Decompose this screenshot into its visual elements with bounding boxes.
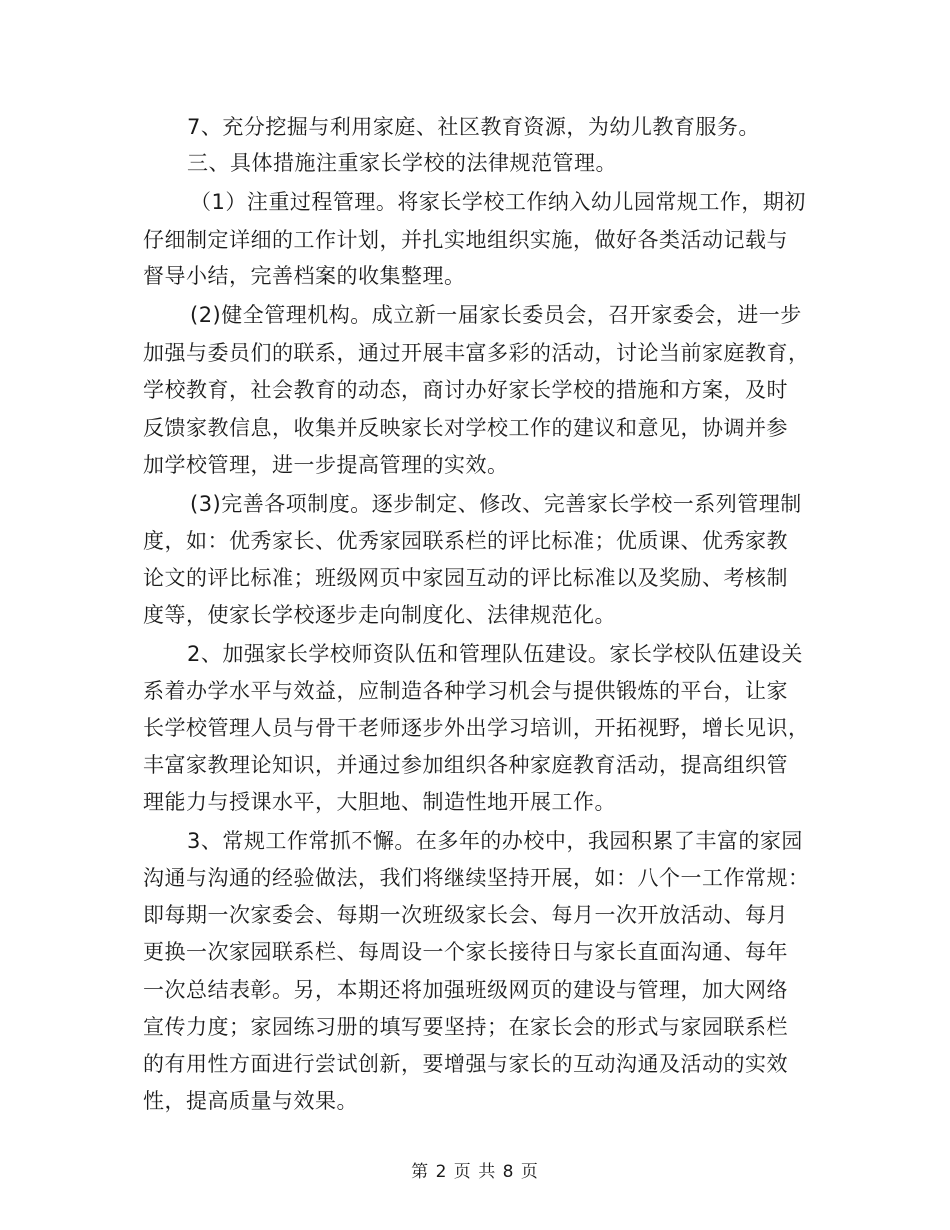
text-line: 学校教育，社会教育的动态，商讨办好家长学校的措施和方案，及时 [143, 378, 788, 402]
total-pages-number: 8 [502, 1162, 515, 1182]
text-line: 理能力与授课水平，大胆地、制造性地开展工作。 [143, 790, 616, 814]
text-line: 系着办学水平与效益，应制造各种学习机会与提供锻炼的平台，让家 [143, 679, 788, 703]
text-line: 更换一次家园联系栏、每周设一个家长接待日与家长直面沟通、每年 [143, 940, 788, 964]
text-line: 7、充分挖掘与利用家庭、社区教育资源，为幼儿教育服务。 [187, 115, 760, 139]
text-line: 丰富家教理论知识，并通过参加组织各种家庭教育活动，提高组织管 [143, 753, 788, 777]
footer-prefix: 第 [411, 1162, 430, 1182]
footer-middle: 页 共 [453, 1162, 497, 1182]
text-line: 2、加强家长学校师资队伍和管理队伍建设。家长学校队伍建设关 [187, 642, 803, 666]
text-line: 长学校管理人员与骨干老师逐步外出学习培训，开拓视野，增长见识， [143, 716, 810, 740]
section-heading: 三、具体措施注重家长学校的法律规范管理。 [187, 151, 617, 175]
text-line: 3、常规工作常抓不懈。在多年的办校中，我园积累了丰富的家园 [187, 829, 803, 853]
text-line: 性，提高质量与效果。 [143, 1089, 358, 1113]
text-line: 反馈家教信息，收集并反映家长对学校工作的建议和意见，协调并参 [143, 416, 788, 440]
text-line: （1）注重过程管理。将家长学校工作纳入幼儿园常规工作，期初 [190, 190, 806, 214]
text-line: 仔细制定详细的工作计划，并扎实地组织实施，做好各类活动记载与 [143, 228, 788, 252]
text-line: 加学校管理，进一步提高管理的实效。 [143, 453, 509, 477]
text-line: 加强与委员们的联系，通过开展丰富多彩的活动，讨论当前家庭教育， [143, 341, 810, 365]
text-line: 宣传力度；家园练习册的填写要坚持；在家长会的形式与家园联系栏 [143, 1015, 788, 1039]
current-page-number: 2 [435, 1162, 448, 1182]
text-line: 沟通与沟通的经验做法，我们将继续坚持开展，如：八个一工作常规： [143, 866, 810, 890]
text-line: (2)健全管理机构。成立新一届家长委员会，召开家委会，进一步 [190, 303, 802, 327]
text-line: 即每期一次家委会、每期一次班级家长会、每月一次开放活动、每月 [143, 903, 788, 927]
text-line: 的有用性方面进行尝试创新，要增强与家长的互动沟通及活动的实效 [143, 1052, 788, 1076]
text-line: 度等，使家长学校逐步走向制度化、法律规范化。 [143, 603, 616, 627]
text-line: 度，如：优秀家长、优秀家园联系栏的评比标准；优质课、优秀家教 [143, 529, 788, 553]
text-line: (3)完善各项制度。逐步制定、修改、完善家长学校一系列管理制 [190, 492, 802, 516]
text-line: 一次总结表彰。另，本期还将加强班级网页的建设与管理，加大网络 [143, 978, 788, 1002]
page-footer [0, 1160, 950, 1184]
text-line: 论文的评比标准；班级网页中家园互动的评比标准以及奖励、考核制 [143, 566, 788, 590]
footer-suffix: 页 [520, 1162, 539, 1182]
text-line: 督导小结，完善档案的收集整理。 [143, 264, 466, 288]
